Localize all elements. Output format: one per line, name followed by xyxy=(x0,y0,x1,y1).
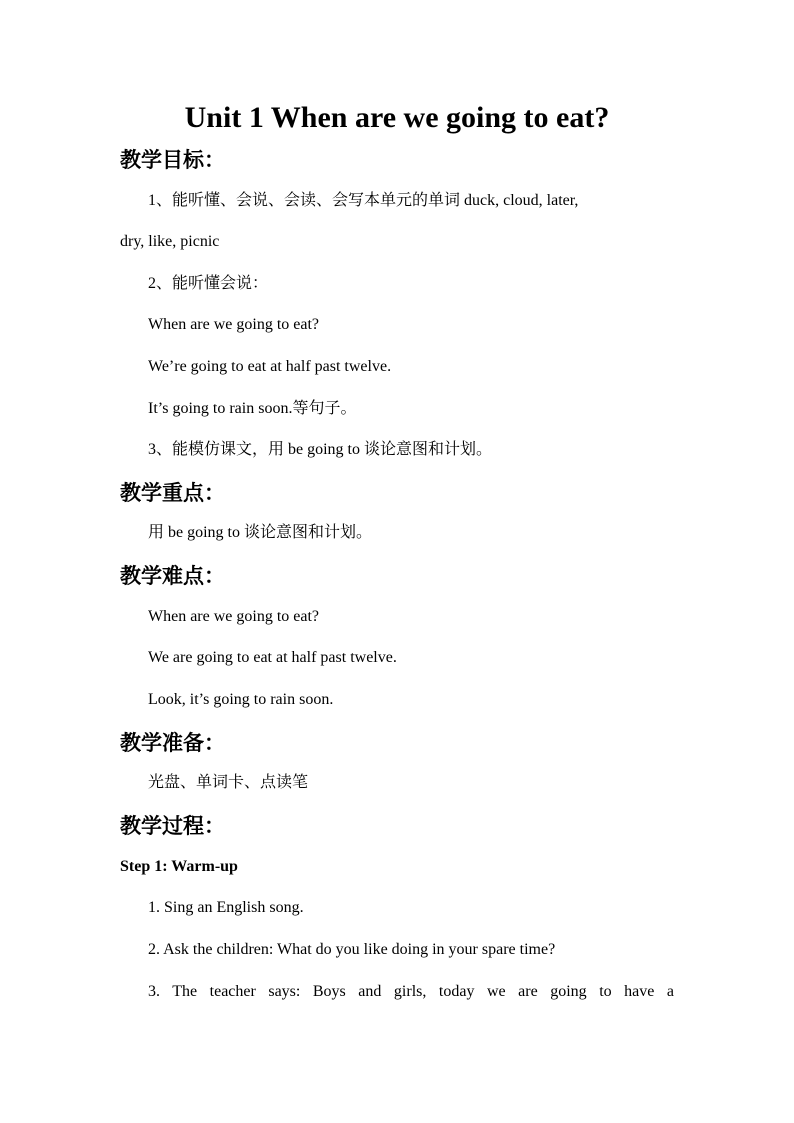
key-point-item: 用 be going to 谈论意图和计划。 xyxy=(148,524,372,541)
step-1-item-2: 2. Ask the children: What do you like doing in your spare time? xyxy=(148,941,556,958)
objective-item-1-line-2: dry, like, picnic xyxy=(120,233,220,250)
preparation-heading: 教学准备： xyxy=(120,731,225,755)
difficulty-sentence-2: We are going to eat at half past twelve. xyxy=(148,649,397,666)
difficulty-sentence-3: Look, it’s going to rain soon. xyxy=(148,691,334,708)
difficulties-heading: 教学难点： xyxy=(120,564,225,588)
objectives-heading: 教学目标： xyxy=(120,148,225,172)
process-heading: 教学过程： xyxy=(120,814,225,838)
preparation-item: 光盘、单词卡、点读笔 xyxy=(148,774,309,791)
objective-item-1-line-1: 1、能听懂、会说、会读、会写本单元的单词 duck, cloud, later, xyxy=(148,192,579,209)
objective-sentence-3: It’s going to rain soon.等句子。 xyxy=(148,400,357,417)
objective-item-2-label: 2、能听懂会说： xyxy=(148,275,269,292)
objective-item-3: 3、能模仿课文，用 be going to 谈论意图和计划。 xyxy=(148,441,492,458)
step-1-title: Step 1: Warm-up xyxy=(120,858,238,875)
key-points-heading: 教学重点： xyxy=(120,481,225,505)
objective-sentence-2: We’re going to eat at half past twelve. xyxy=(148,358,392,375)
step-1-item-3: 3. The teacher says: Boys and girls, today we are going to have a xyxy=(148,983,674,1000)
step-1-item-1: 1. Sing an English song. xyxy=(148,899,304,916)
page-title: Unit 1 When are we going to eat? xyxy=(184,101,610,134)
difficulty-sentence-1: When are we going to eat? xyxy=(148,608,320,625)
objective-sentence-1: When are we going to eat? xyxy=(148,316,320,333)
